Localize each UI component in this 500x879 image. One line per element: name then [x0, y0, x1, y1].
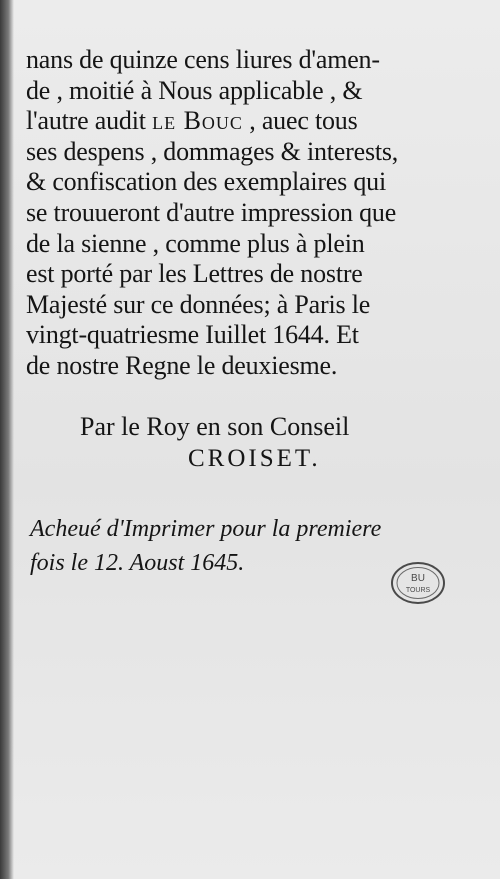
text-line-10: vingt-quatriesme Iuillet 1644. Et	[26, 320, 359, 350]
colophon	[30, 512, 381, 580]
royal-mandate: Par le Roy en son Conseil	[80, 412, 350, 441]
text-line-8: est porté par les Lettres de nostre	[26, 259, 363, 289]
text-line-4: ses despens , dommages & interests,	[26, 136, 399, 166]
colophon-line-1: Acheué d'Imprimer pour la premiere	[30, 516, 382, 542]
privilege-text	[26, 45, 486, 382]
signer-name: CROISET.	[188, 445, 321, 472]
text-line-11: de nostre Regne le deuxiesme.	[26, 350, 338, 380]
library-stamp-icon	[390, 560, 446, 606]
printer-name: le Bouc	[152, 106, 243, 136]
stamp-text-bottom: TOURS	[405, 587, 431, 594]
text-line-9: Majesté sur ce données; à Paris le	[26, 289, 371, 319]
text-line-3-start: l'autre audit	[26, 106, 146, 136]
text-line-1: nans de quinze cens liures d'amen-	[26, 45, 380, 74]
text-line-7: de la sienne , comme plus à plein	[26, 228, 365, 258]
text-line-3	[26, 106, 486, 137]
stamp-text-top: BU	[411, 573, 425, 584]
text-line-6: se trouueront d'autre impression que	[26, 197, 397, 227]
text-line-2: de , moitié à Nous applicable , &	[26, 75, 363, 105]
text-line-5: & confiscation des exemplaires qui	[26, 167, 386, 197]
text-line-3-end: , auec tous	[249, 106, 358, 136]
binding-shadow	[0, 0, 14, 879]
colophon-line-2: fois le 12. Aoust 1645.	[30, 550, 245, 576]
